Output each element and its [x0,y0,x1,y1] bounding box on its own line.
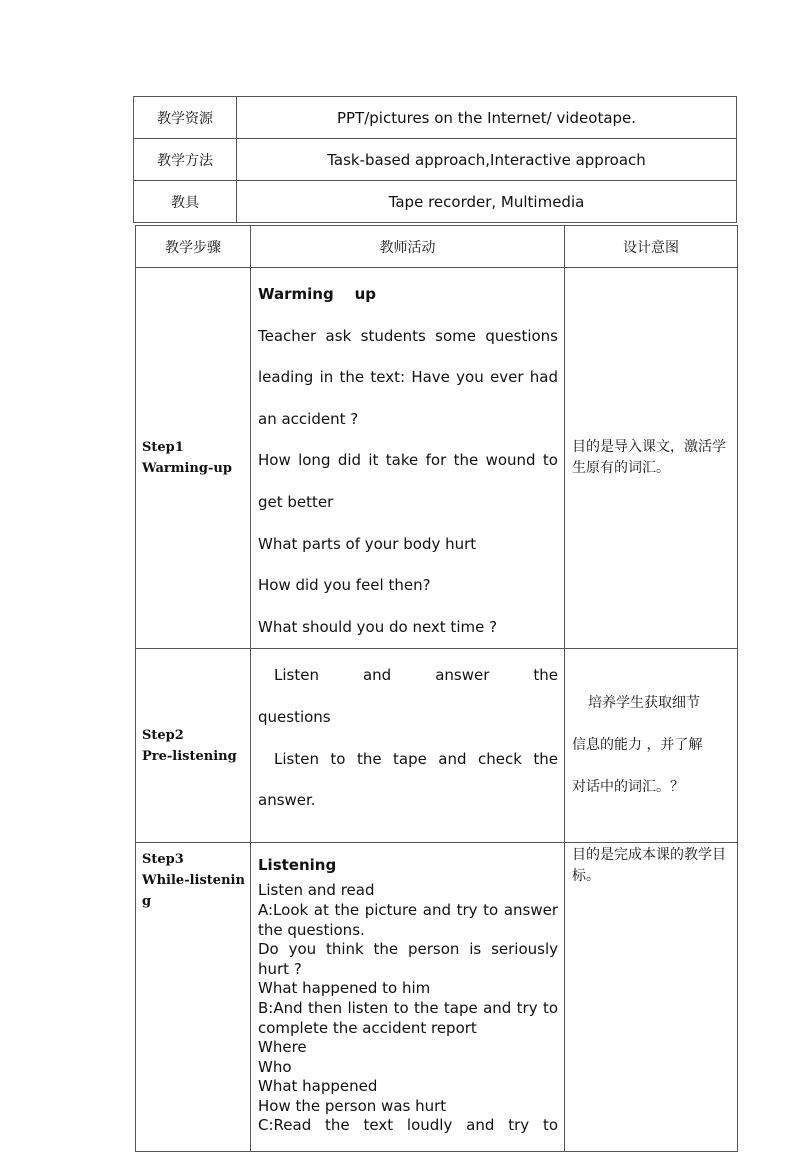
step2-label [136,649,251,843]
header-teacher-activities: 教师活动 [251,226,565,268]
step1-line: What should you do next time ? [258,617,498,636]
step2-activities [251,649,565,843]
aids-value: Tape recorder, Multimedia [237,181,737,223]
step3-line: the questions. [258,920,365,939]
step3-line: Listen and read [258,881,375,900]
lesson-info-table [133,96,737,223]
step3-name-line2: While-listenin [142,873,245,889]
step2-line: Listen and answer the [274,666,558,685]
step2-name-line1: Step2 [142,727,184,743]
step1-title: Warming up [258,285,377,303]
step1-row [136,268,738,649]
info-row-resources [134,97,737,139]
teaching-steps-table [135,225,738,1152]
step3-row [136,843,738,1152]
step1-line: get better [258,492,334,511]
step2-line: questions [258,707,331,726]
step3-activities [251,843,565,1152]
step2-line: Listen to the tape and check the [274,749,558,768]
info-row-methods [134,139,737,181]
step2-intent-line: 培养学生获取细节 [588,695,700,712]
step1-activities [251,268,565,649]
step1-line: How did you feel then? [258,576,431,595]
header-steps: 教学步骤 [136,226,251,268]
step1-line: Teacher ask students some questions [258,326,558,345]
step3-line: C:Read the text loudly and try to [258,1116,558,1135]
step3-line: What happened [258,1077,378,1096]
step3-intent: 目的是完成本课的教学目标。 [565,843,738,1152]
resources-value: PPT/pictures on the Internet/ videotape. [237,97,737,139]
step3-line: Where [258,1038,307,1057]
header-design-intent: 设计意图 [565,226,738,268]
step3-line: B:And then listen to the tape and try to [258,998,558,1017]
step1-line: How long did it take for the wound to [258,451,558,470]
step2-name-line2: Pre-listening [142,748,237,764]
step1-intent: 目的是导入课文，激活学生原有的词汇。 [565,268,738,649]
step2-intent-line: 信息的能力 ，并了解 [572,737,703,754]
step3-line: complete the accident report [258,1018,477,1037]
step1-name-line2: Warming-up [142,461,232,477]
methods-label: 教学方法 [134,139,237,181]
step3-name-line1: Step3 [142,852,184,868]
steps-header-row [136,226,738,268]
methods-value: Task-based approach,Interactive approach [237,139,737,181]
info-row-aids [134,181,737,223]
step1-label [136,268,251,649]
step3-line: Do you think the person is seriously [258,940,558,959]
aids-label: 教具 [134,181,237,223]
step2-intent [565,649,738,843]
step1-line: an accident ? [258,409,359,428]
step3-line: A:Look at the picture and try to answer [258,900,558,919]
step1-line: What parts of your body hurt [258,534,477,553]
step2-line: answer. [258,791,316,810]
step3-line: What happened to him [258,979,431,998]
step3-name-line3: g [142,894,152,910]
step3-line: Who [258,1057,292,1076]
step2-intent-line: 对话中的词汇。？ [572,778,684,795]
resources-label: 教学资源 [134,97,237,139]
step3-label [136,843,251,1152]
step2-row [136,649,738,843]
step3-title: Listening [258,856,337,875]
step3-line: How the person was hurt [258,1096,447,1115]
step1-line: leading in the text: Have you ever had [258,368,558,387]
step1-name-line1: Step1 [142,440,184,456]
step3-line: hurt ? [258,959,302,978]
